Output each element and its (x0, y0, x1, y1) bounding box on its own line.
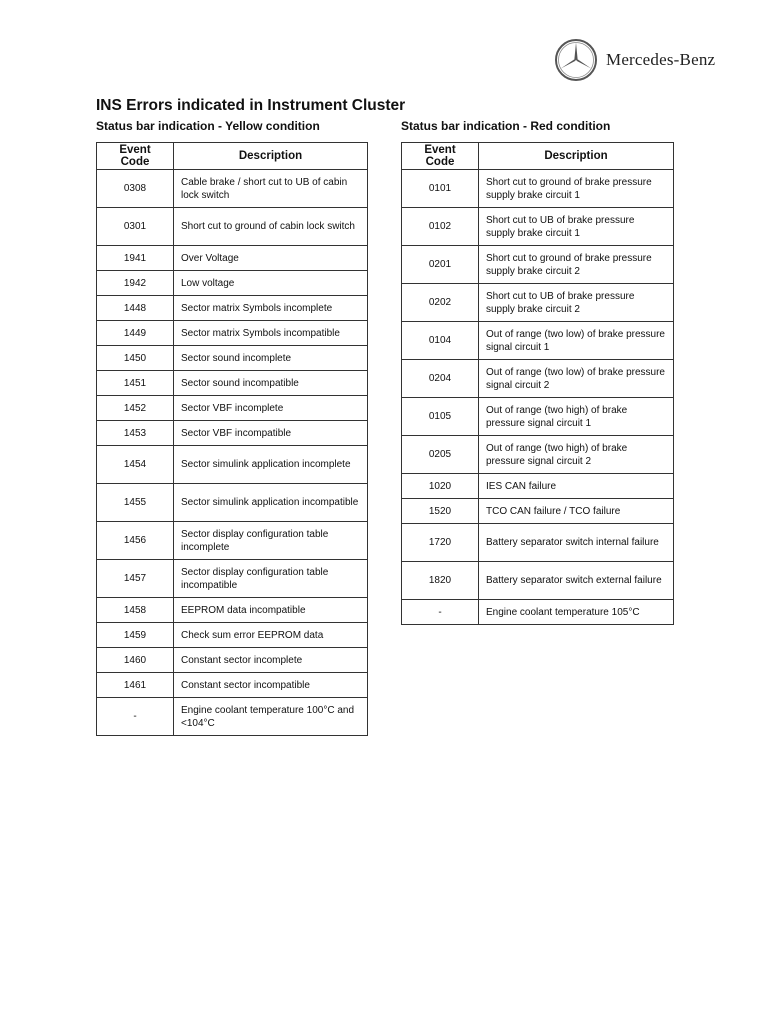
description-cell: Low voltage (174, 271, 368, 296)
table-row (97, 673, 368, 698)
description-cell: Constant sector incomplete (174, 648, 368, 673)
description-cell: Battery separator switch external failure (479, 562, 674, 600)
description-cell: Sector matrix Symbols incomplete (174, 296, 368, 321)
description-cell: Sector sound incompatible (174, 371, 368, 396)
table-row (97, 598, 368, 623)
description-cell: Sector VBF incompatible (174, 421, 368, 446)
event-code-cell: 0101 (402, 170, 479, 208)
table-row (97, 371, 368, 396)
red-condition-table (401, 142, 674, 625)
description-cell: Over Voltage (174, 246, 368, 271)
description-cell: Battery separator switch internal failure (479, 524, 674, 562)
description-cell: IES CAN failure (479, 474, 674, 499)
table-row (97, 208, 368, 246)
description-cell: Out of range (two low) of brake pressure signal circuit 1 (479, 322, 674, 360)
table-row (402, 284, 674, 322)
description-cell: TCO CAN failure / TCO failure (479, 499, 674, 524)
column-header-event-code: Event Code (402, 143, 479, 170)
table-row (402, 524, 674, 562)
event-code-cell: 1458 (97, 598, 174, 623)
table-row (97, 396, 368, 421)
description-cell: Cable brake / short cut to UB of cabin lock switch (174, 170, 368, 208)
event-code-cell: 0201 (402, 246, 479, 284)
table-row (402, 208, 674, 246)
event-code-cell: 1820 (402, 562, 479, 600)
description-cell: Check sum error EEPROM data (174, 623, 368, 648)
table-row (97, 560, 368, 598)
red-section-heading: Status bar indication - Red condition (401, 119, 611, 133)
table-row (402, 246, 674, 284)
event-code-cell: 1457 (97, 560, 174, 598)
description-cell: Sector simulink application incompatible (174, 484, 368, 522)
event-code-cell: 1451 (97, 371, 174, 396)
event-code-cell: 1456 (97, 522, 174, 560)
event-code-cell: 1720 (402, 524, 479, 562)
table-header-row (402, 143, 674, 170)
event-code-cell: 0105 (402, 398, 479, 436)
table-row (97, 346, 368, 371)
table-row (402, 600, 674, 625)
description-cell: Constant sector incompatible (174, 673, 368, 698)
event-code-cell: 1453 (97, 421, 174, 446)
column-header-description: Description (174, 143, 368, 170)
description-cell: Sector sound incomplete (174, 346, 368, 371)
table-row (402, 170, 674, 208)
table-row (97, 296, 368, 321)
yellow-condition-table (96, 142, 368, 736)
table-row (402, 398, 674, 436)
description-cell: Sector simulink application incomplete (174, 446, 368, 484)
event-code-cell: - (402, 600, 479, 625)
mercedes-star-icon (554, 38, 598, 82)
event-code-cell: 1942 (97, 271, 174, 296)
table-row (97, 522, 368, 560)
description-cell: Short cut to UB of brake pressure supply brake circuit 1 (479, 208, 674, 246)
description-cell: Out of range (two low) of brake pressure signal circuit 2 (479, 360, 674, 398)
table-row (402, 322, 674, 360)
event-code-cell: 1459 (97, 623, 174, 648)
table-row (97, 698, 368, 736)
description-cell: Out of range (two high) of brake pressure signal circuit 2 (479, 436, 674, 474)
event-code-cell: 1450 (97, 346, 174, 371)
event-code-cell: 0104 (402, 322, 479, 360)
column-header-event-code: Event Code (97, 143, 174, 170)
table-row (97, 321, 368, 346)
description-cell: Short cut to ground of brake pressure supply brake circuit 2 (479, 246, 674, 284)
event-code-cell: 1449 (97, 321, 174, 346)
description-cell: Engine coolant temperature 105°C (479, 600, 674, 625)
table-row (97, 271, 368, 296)
table-row (97, 170, 368, 208)
brand-logo (554, 38, 715, 82)
event-code-cell: 0202 (402, 284, 479, 322)
event-code-cell: 0308 (97, 170, 174, 208)
table-row (97, 648, 368, 673)
description-cell: Sector display configuration table incompatible (174, 560, 368, 598)
description-cell: Short cut to UB of brake pressure supply brake circuit 2 (479, 284, 674, 322)
brand-name: Mercedes-Benz (606, 50, 716, 69)
table-row (97, 623, 368, 648)
event-code-cell: 0205 (402, 436, 479, 474)
description-cell: Sector display configuration table incomplete (174, 522, 368, 560)
event-code-cell: 1460 (97, 648, 174, 673)
description-cell: Short cut to ground of cabin lock switch (174, 208, 368, 246)
table-row (97, 421, 368, 446)
table-row (402, 499, 674, 524)
event-code-cell: 1452 (97, 396, 174, 421)
table-row (402, 436, 674, 474)
document-title: INS Errors indicated in Instrument Cluster (96, 97, 406, 114)
table-row (97, 484, 368, 522)
event-code-cell: 1520 (402, 499, 479, 524)
description-cell: Short cut to ground of brake pressure supply brake circuit 1 (479, 170, 674, 208)
event-code-cell: 1020 (402, 474, 479, 499)
yellow-section-heading: Status bar indication - Yellow condition (96, 119, 320, 133)
event-code-cell: 1455 (97, 484, 174, 522)
table-row (97, 246, 368, 271)
description-cell: Engine coolant temperature 100°C and <104°C (174, 698, 368, 736)
event-code-cell: 1941 (97, 246, 174, 271)
description-cell: EEPROM data incompatible (174, 598, 368, 623)
column-header-description: Description (479, 143, 674, 170)
event-code-cell: 1461 (97, 673, 174, 698)
table-row (402, 562, 674, 600)
event-code-cell: 1454 (97, 446, 174, 484)
table-row (402, 360, 674, 398)
event-code-cell: - (97, 698, 174, 736)
description-cell: Sector matrix Symbols incompatible (174, 321, 368, 346)
description-cell: Sector VBF incomplete (174, 396, 368, 421)
table-row (97, 446, 368, 484)
event-code-cell: 0204 (402, 360, 479, 398)
description-cell: Out of range (two high) of brake pressure signal circuit 1 (479, 398, 674, 436)
event-code-cell: 0301 (97, 208, 174, 246)
table-header-row (97, 143, 368, 170)
table-row (402, 474, 674, 499)
event-code-cell: 1448 (97, 296, 174, 321)
event-code-cell: 0102 (402, 208, 479, 246)
